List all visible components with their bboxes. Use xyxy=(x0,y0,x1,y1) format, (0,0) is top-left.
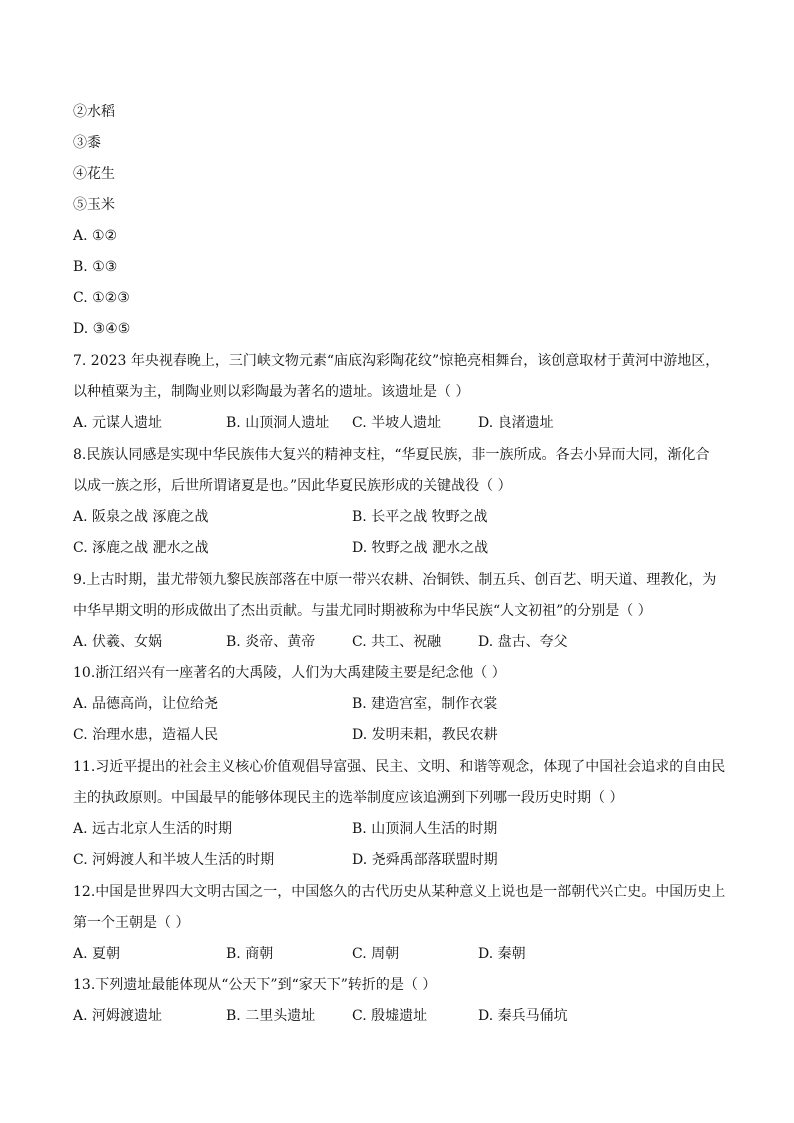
q9-option-d: D. 盘古、夸父 xyxy=(478,634,568,650)
q12-option-b: B. 商朝 xyxy=(226,946,274,962)
q7-option-b: B. 山顶洞人遗址 xyxy=(226,415,330,431)
answer-choice: C. ①②③ xyxy=(73,290,130,306)
q10-option-a: A. 品德高尚，让位给尧 xyxy=(73,696,219,712)
q9-option-a: A. 伏羲、女娲 xyxy=(73,634,163,650)
q13-option-d: D. 秦兵马俑坑 xyxy=(478,1008,568,1024)
q13-option-b: B. 二里头遗址 xyxy=(226,1008,316,1024)
q11-option-a: A. 远古北京人生活的时期 xyxy=(73,821,233,837)
q8-option-c: C. 涿鹿之战 淝水之战 xyxy=(73,540,209,556)
question-12-stem: 12.中国是世界四大文明古国之一，中国悠久的古代历史从某种意义上说也是一部朝代兴亡史。中国历史上 xyxy=(73,884,726,900)
q7-option-a: A. 元谋人遗址 xyxy=(73,415,163,431)
q11-option-c: C. 河姆渡人和半坡人生活的时期 xyxy=(73,852,275,868)
question-10-stem: 10.浙江绍兴有一座著名的大禹陵，人们为大禹建陵主要是纪念他（ ） xyxy=(73,665,506,681)
question-13-stem: 13.下列遗址最能体现从“公天下”到“家天下”转折的是（ ） xyxy=(73,977,437,993)
question-7-stem: 7. 2023 年央视春晚上，三门峡文物元素“庙底沟彩陶花纹”惊艳亮相舞台，该创意取材于黄河中游地区， xyxy=(73,353,720,369)
q13-option-a: A. 河姆渡遗址 xyxy=(73,1008,163,1024)
option-line: ②水稻 xyxy=(73,104,115,120)
q10-option-d: D. 发明耒耜，教民农耕 xyxy=(352,727,498,743)
question-7-stem-cont: 以种植粟为主，制陶业则以彩陶最为著名的遗址。该遗址是（ ） xyxy=(73,384,470,400)
q11-option-b: B. 山顶洞人生活的时期 xyxy=(352,821,498,837)
q12-option-d: D. 秦朝 xyxy=(478,946,526,962)
question-9-stem: 9.上古时期，蚩尤带领九黎民族部落在中原一带兴农耕、冶铜铁、制五兵、创百艺、明天道、理教化，为 xyxy=(73,572,717,588)
q12-option-c: C. 周朝 xyxy=(352,946,400,962)
question-12-stem-cont: 第一个王朝是（ ） xyxy=(73,915,190,931)
option-line: ⑤玉米 xyxy=(73,197,115,213)
q8-option-d: D. 牧野之战 淝水之战 xyxy=(352,540,489,556)
q7-option-c: C. 半坡人遗址 xyxy=(352,415,442,431)
q8-option-a: A. 阪泉之战 涿鹿之战 xyxy=(73,509,209,525)
question-11-stem: 11.习近平提出的社会主义核心价值观倡导富强、民主、文明、和谐等观念，体现了中国社会追求的自由民 xyxy=(73,759,726,775)
option-line: ④花生 xyxy=(73,166,115,182)
q13-option-c: C. 殷墟遗址 xyxy=(352,1008,428,1024)
question-8-stem-cont: 以成一族之形，后世所谓诸夏是也。”因此华夏民族形成的关键战役（ ） xyxy=(73,478,512,494)
q9-option-c: C. 共工、祝融 xyxy=(352,634,442,650)
q9-option-b: B. 炎帝、黄帝 xyxy=(226,634,316,650)
q10-option-c: C. 治理水患，造福人民 xyxy=(73,727,219,743)
option-line: ③黍 xyxy=(73,135,101,151)
q10-option-b: B. 建造宫室，制作衣裳 xyxy=(352,696,498,712)
q12-option-a: A. 夏朝 xyxy=(73,946,121,962)
answer-choice: B. ①③ xyxy=(73,259,118,275)
q7-option-d: D. 良渚遗址 xyxy=(478,415,554,431)
answer-choice: A. ①② xyxy=(73,228,118,244)
question-8-stem: 8.民族认同感是实现中华民族伟大复兴的精神支柱，“华夏民族，非一族所成。各去小异而大同，渐化合 xyxy=(73,447,710,463)
answer-choice: D. ③④⑤ xyxy=(73,321,131,337)
q8-option-b: B. 长平之战 牧野之战 xyxy=(352,509,488,525)
question-9-stem-cont: 中华早期文明的形成做出了杰出贡献。与蚩尤同时期被称为中华民族“人文初祖”的分别是（ ） xyxy=(73,603,652,619)
q11-option-d: D. 尧舜禹部落联盟时期 xyxy=(352,852,498,868)
question-11-stem-cont: 主的执政原则。中国最早的能够体现民主的选举制度应该追溯到下列哪一段历史时期（ ） xyxy=(73,790,624,806)
